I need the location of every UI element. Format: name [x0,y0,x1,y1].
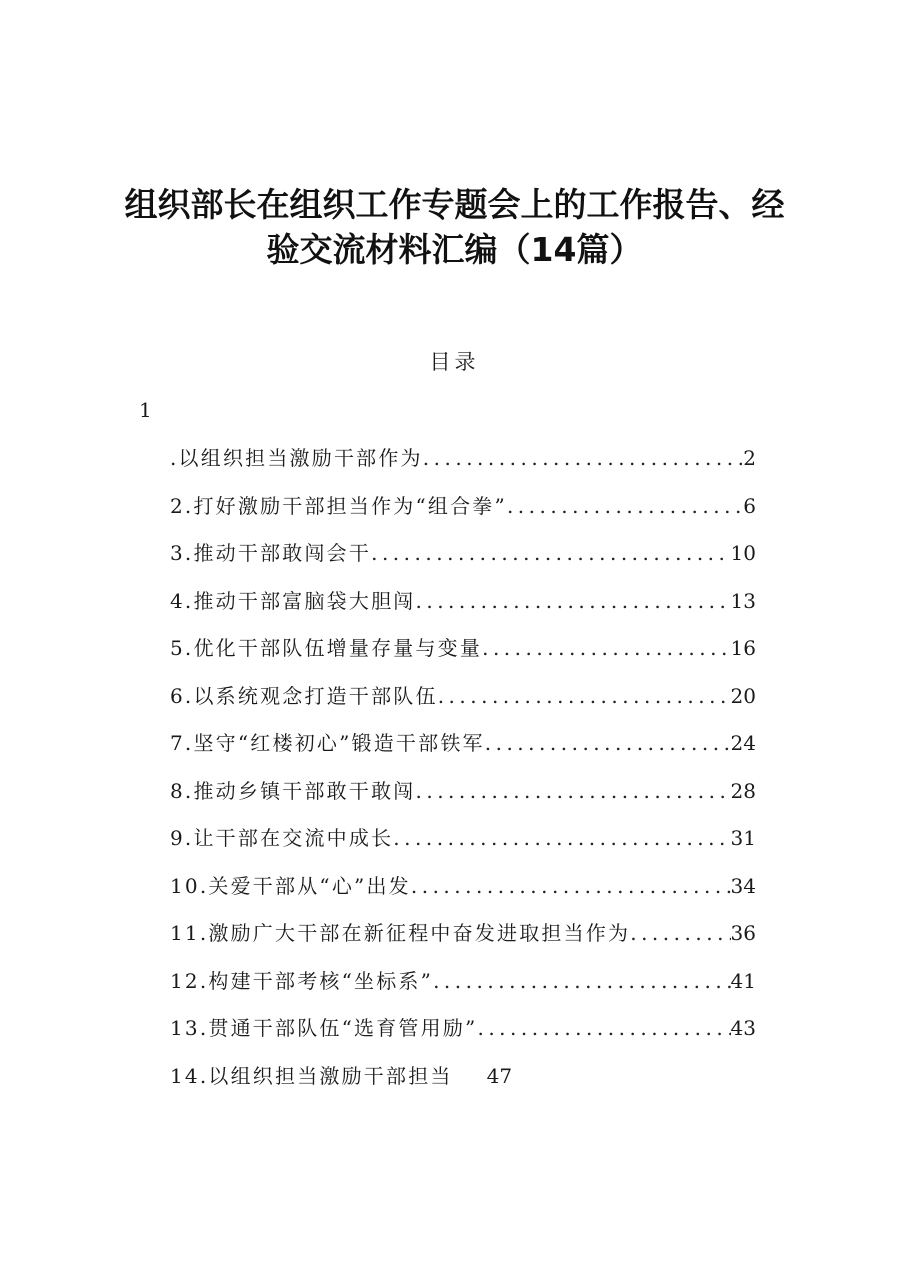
toc-entry[interactable] [170,442,756,490]
toc-entry-page: 41 [730,968,756,993]
toc-entry-page: 13 [730,588,756,613]
toc-entry-title: 2.打好激励干部担当作为“组合拳” [170,493,507,518]
toc-entry[interactable] [170,632,756,680]
toc-dot-leader [371,541,730,565]
toc-dot-leader [411,874,731,898]
toc-entry-page: 16 [730,636,756,660]
toc-entry-page: 36 [730,921,756,945]
document-title-line-1: 组织部长在组织工作专题会上的工作报告、经 [124,185,785,225]
toc-entry-title: 7.坚守“红楼初心”锻造干部铁军 [170,731,485,755]
toc-entry-title: .以组织担当激励干部作为 [170,446,423,470]
toc-entry-page: 24 [730,731,756,755]
toc-entry[interactable] [170,680,756,728]
toc-entry-title: 4.推动干部富脑袋大胆闯 [170,588,416,613]
toc-entry[interactable] [170,1012,756,1060]
toc-entry[interactable] [170,727,756,775]
toc-entry-page: 28 [730,778,756,803]
toc-entry-page: 20 [730,683,756,708]
document-title [0,182,909,272]
toc-dot-leader [630,921,730,945]
toc-entry-title: 10.关爱干部从“心”出发 [170,873,411,898]
toc-dot-leader [433,969,730,993]
toc-entry-title: 3.推动干部敢闯会干 [170,541,372,565]
toc-entry[interactable] [170,1060,756,1108]
toc-entry-title: 9.让干部在交流中成长 [170,826,394,850]
toc-entry-page: 47 [486,1063,513,1088]
table-of-contents [170,442,756,1107]
toc-entry[interactable] [170,870,756,918]
toc-dot-leader [507,494,743,518]
toc-entry-title: 11.激励广大干部在新征程中奋发进取担当作为 [170,921,631,945]
toc-dot-leader [415,779,730,803]
toc-entry-title: 12.构建干部考核“坐标系” [170,968,434,993]
toc-entry[interactable] [170,822,756,870]
toc-heading: 目录 [429,350,480,374]
toc-entry-page: 43 [730,1016,756,1040]
toc-dot-leader [393,826,730,850]
toc-entry-title: 6.以系统观念打造干部队伍 [170,683,438,708]
toc-entry[interactable] [170,585,756,633]
toc-dot-leader [477,1016,730,1040]
toc-entry-title: 13.贯通干部队伍“选育管用励” [170,1016,478,1040]
toc-dot-leader [482,636,730,660]
toc-dot-leader [485,731,731,755]
toc-dot-leader [415,589,730,613]
stray-number: 1 [139,398,152,422]
toc-entry-title: 5.优化干部队伍增量存量与变量 [170,636,483,660]
toc-entry[interactable] [170,490,756,538]
toc-entry[interactable] [170,537,756,585]
toc-entry[interactable] [170,917,756,965]
toc-entry-page: 10 [730,541,756,565]
toc-dot-leader [423,446,744,470]
toc-entry-title: 14.以组织担当激励干部担当 [170,1063,453,1088]
toc-entry[interactable] [170,775,756,823]
document-title-line-2: 验交流材料汇编（14篇） [266,230,643,270]
toc-dot-leader [438,684,731,708]
toc-entry-page: 2 [743,446,756,470]
toc-entry-page: 31 [730,826,756,850]
toc-entry-page: 34 [730,873,756,898]
toc-entry-title: 8.推动乡镇干部敢干敢闯 [170,778,416,803]
toc-entry-page: 6 [743,493,756,518]
toc-entry[interactable] [170,965,756,1013]
